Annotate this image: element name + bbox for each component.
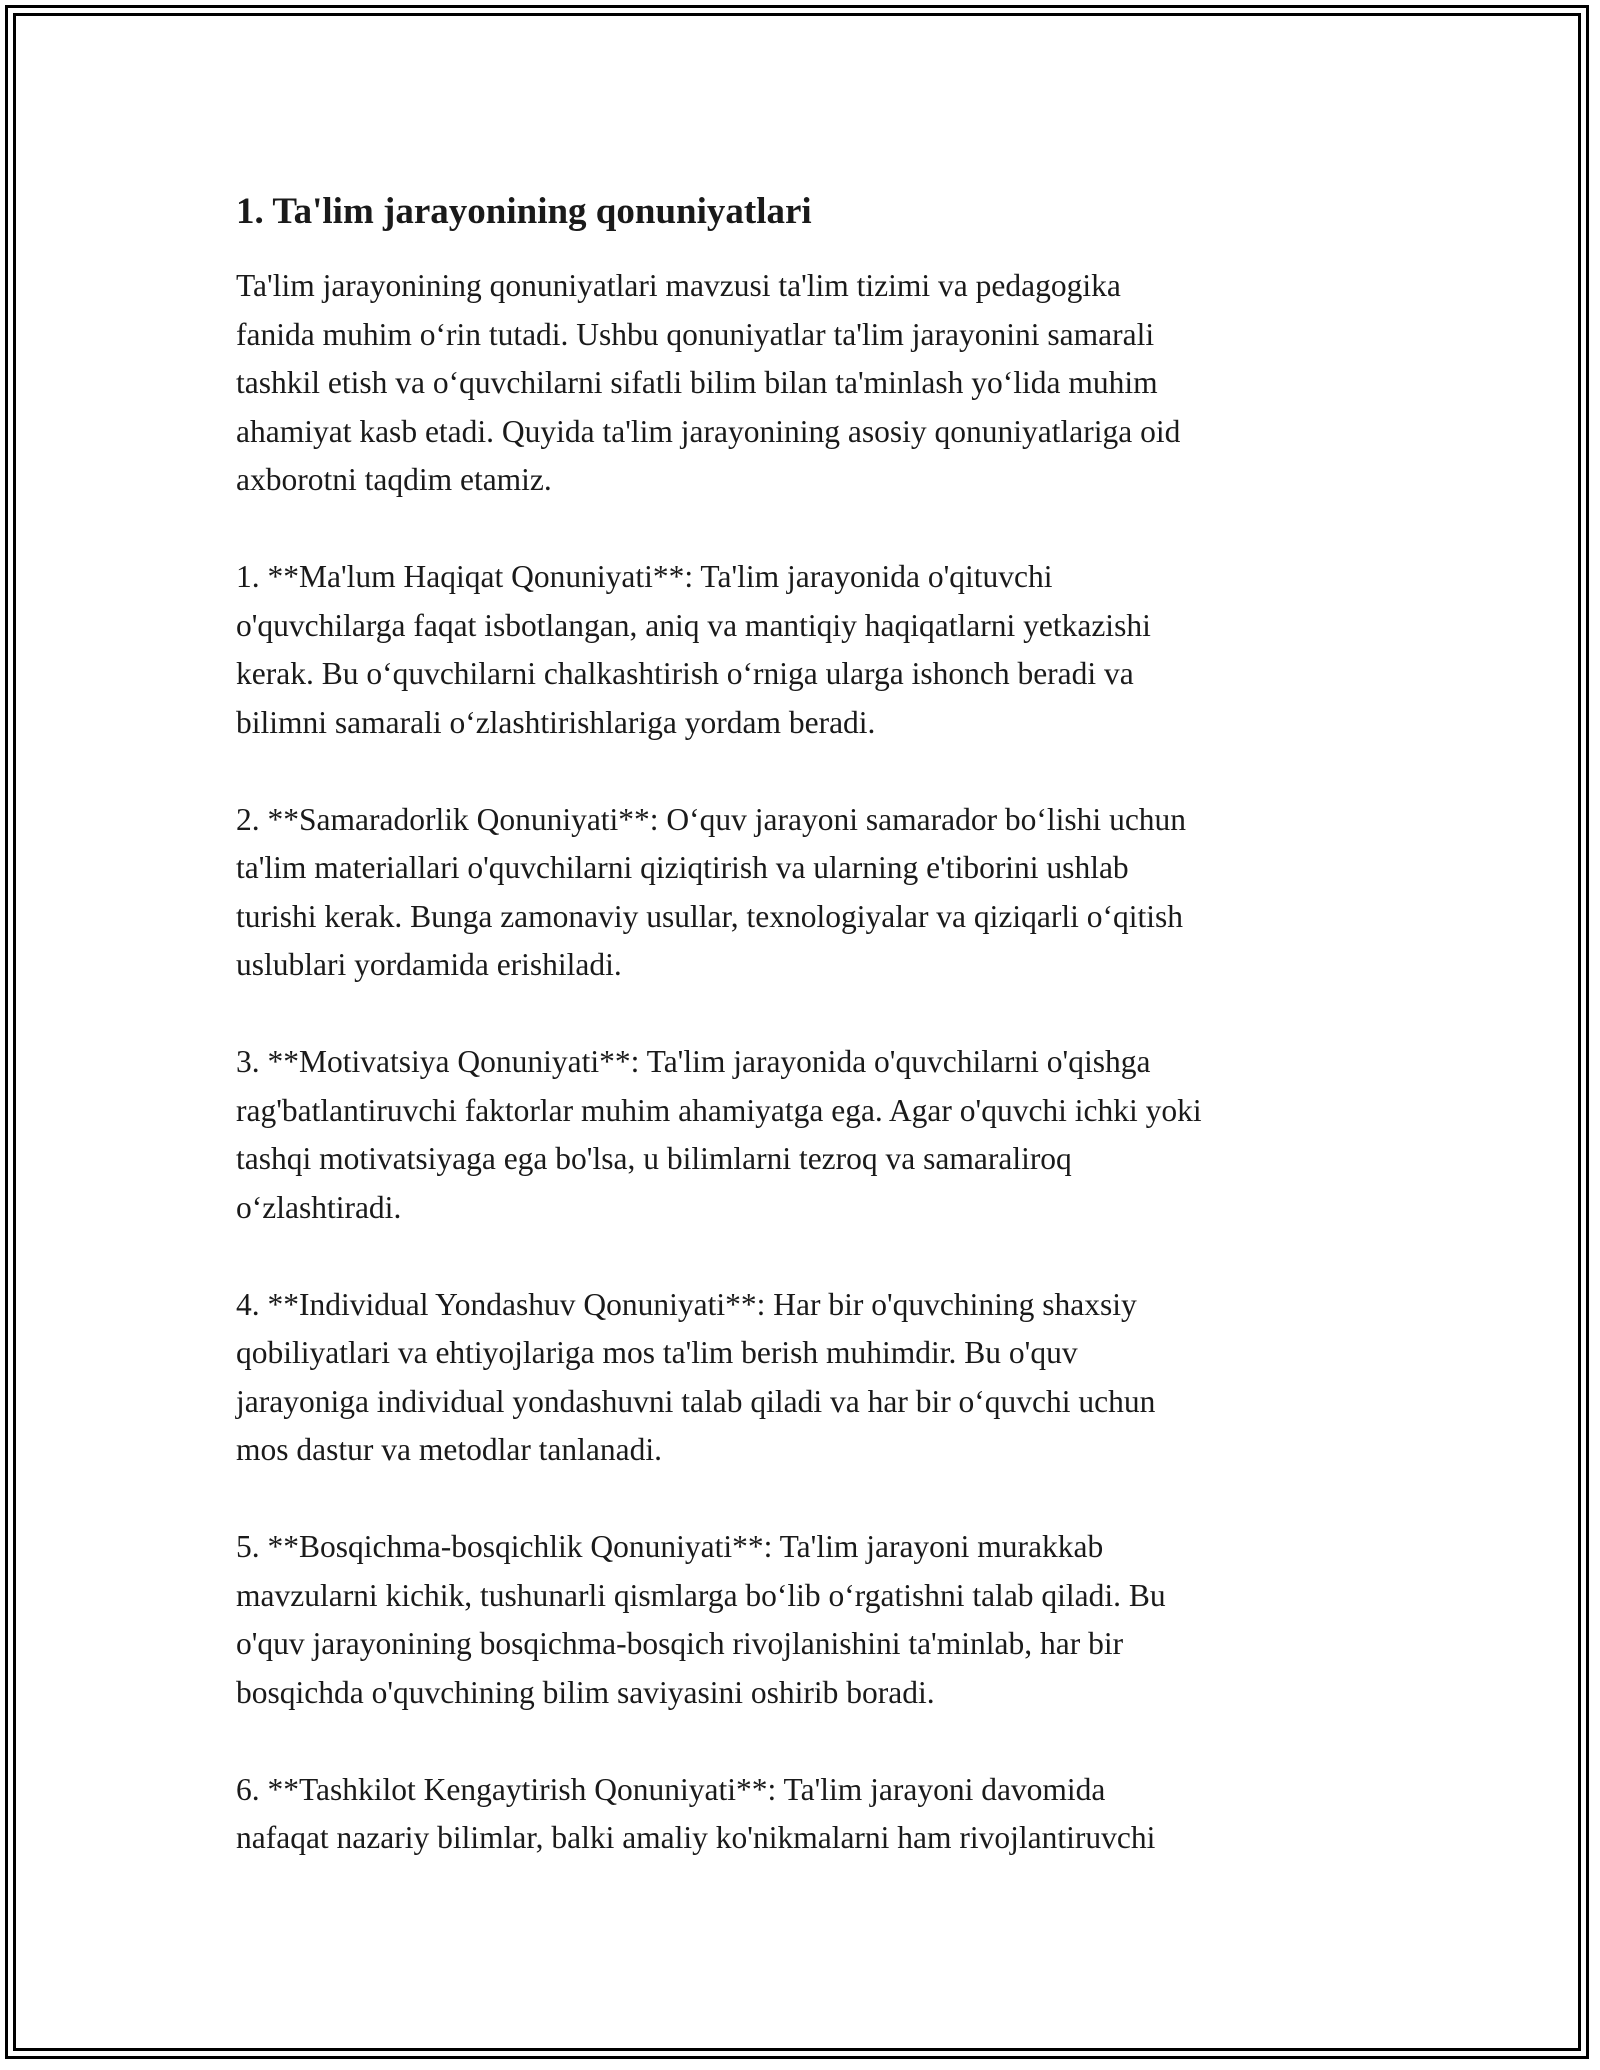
document-title: 1. Ta'lim jarayonining qonuniyatlari xyxy=(236,191,812,232)
intro-paragraph: Ta'lim jarayonining qonuniyatlari mavzusi ta'lim tizimi va pedagogika fanida muhim o‘rin tutadi. Ushbu qonuniyatlar ta'lim jarayonini samarali tashkil etish va o‘quvchilarni sifatli bilim bilan ta'minlash yo‘lida muhim ahamiyat kasb etadi. Quyida ta'lim jarayonining asosiy qonuniyatlariga oid axborotni taqdim etamiz. xyxy=(236,268,1181,497)
paragraph-3: 3. **Motivatsiya Qonuniyati**: Ta'lim jarayonida o'quvchilarni o'qishga rag'batlantiruvchi faktorlar muhim ahamiyatga ega. Agar o'quvchi ichki yoki tashqi motivatsiyaga ega bo'lsa, u bilimlarni tezroq va samaraliroq o‘zlashtiradi. xyxy=(236,1044,1202,1225)
paragraph-2: 2. **Samaradorlik Qonuniyati**: O‘quv jarayoni samarador bo‘lishi uchun ta'lim materiallari o'quvchilarni qiziqtirish va ularning e'tiborini ushlab turishi kerak. Bunga zamonaviy usullar, texnologiyalar va qiziqarli o‘qitish uslublari yordamida erishiladi. xyxy=(236,801,1187,982)
paragraph-4: 4. **Individual Yondashuv Qonuniyati**: Har bir o'quvchining shaxsiy qobiliyatlari va ehtiyojlariga mos ta'lim berish muhimdir. Bu o'quv jarayoniga individual yondashuvni talab qiladi va har bir o‘quvchi uchun mos dastur va metodlar tanlanadi. xyxy=(236,1286,1156,1467)
paragraph-5: 5. **Bosqichma-bosqichlik Qonuniyati**: Ta'lim jarayoni murakkab mavzularni kichik, tushunarli qismlarga bo‘lib o‘rgatishni talab qiladi. Bu o'quv jarayonining bosqichma-bosqich rivojlanishini ta'minlab, har bir bosqichda o'quvchining bilim saviyasini oshirib boradi. xyxy=(236,1529,1166,1710)
document-body xyxy=(236,188,1366,1911)
paragraph-1: 1. **Ma'lum Haqiqat Qonuniyati**: Ta'lim jarayonida o'qituvchi o'quvchilarga faqat isbotlangan, aniq va mantiqiy haqiqatlarni yetkazishi kerak. Bu o‘quvchilarni chalkashtirish o‘rniga ularga ishonch beradi va bilimni samarali o‘zlashtirishlariga yordam beradi. xyxy=(236,559,1151,740)
paragraph-6: 6. **Tashkilot Kengaytirish Qonuniyati**: Ta'lim jarayoni davomida nafaqat nazariy bilimlar, balki amaliy ko'nikmalarni ham rivojlantiruvchi xyxy=(236,1771,1156,1855)
